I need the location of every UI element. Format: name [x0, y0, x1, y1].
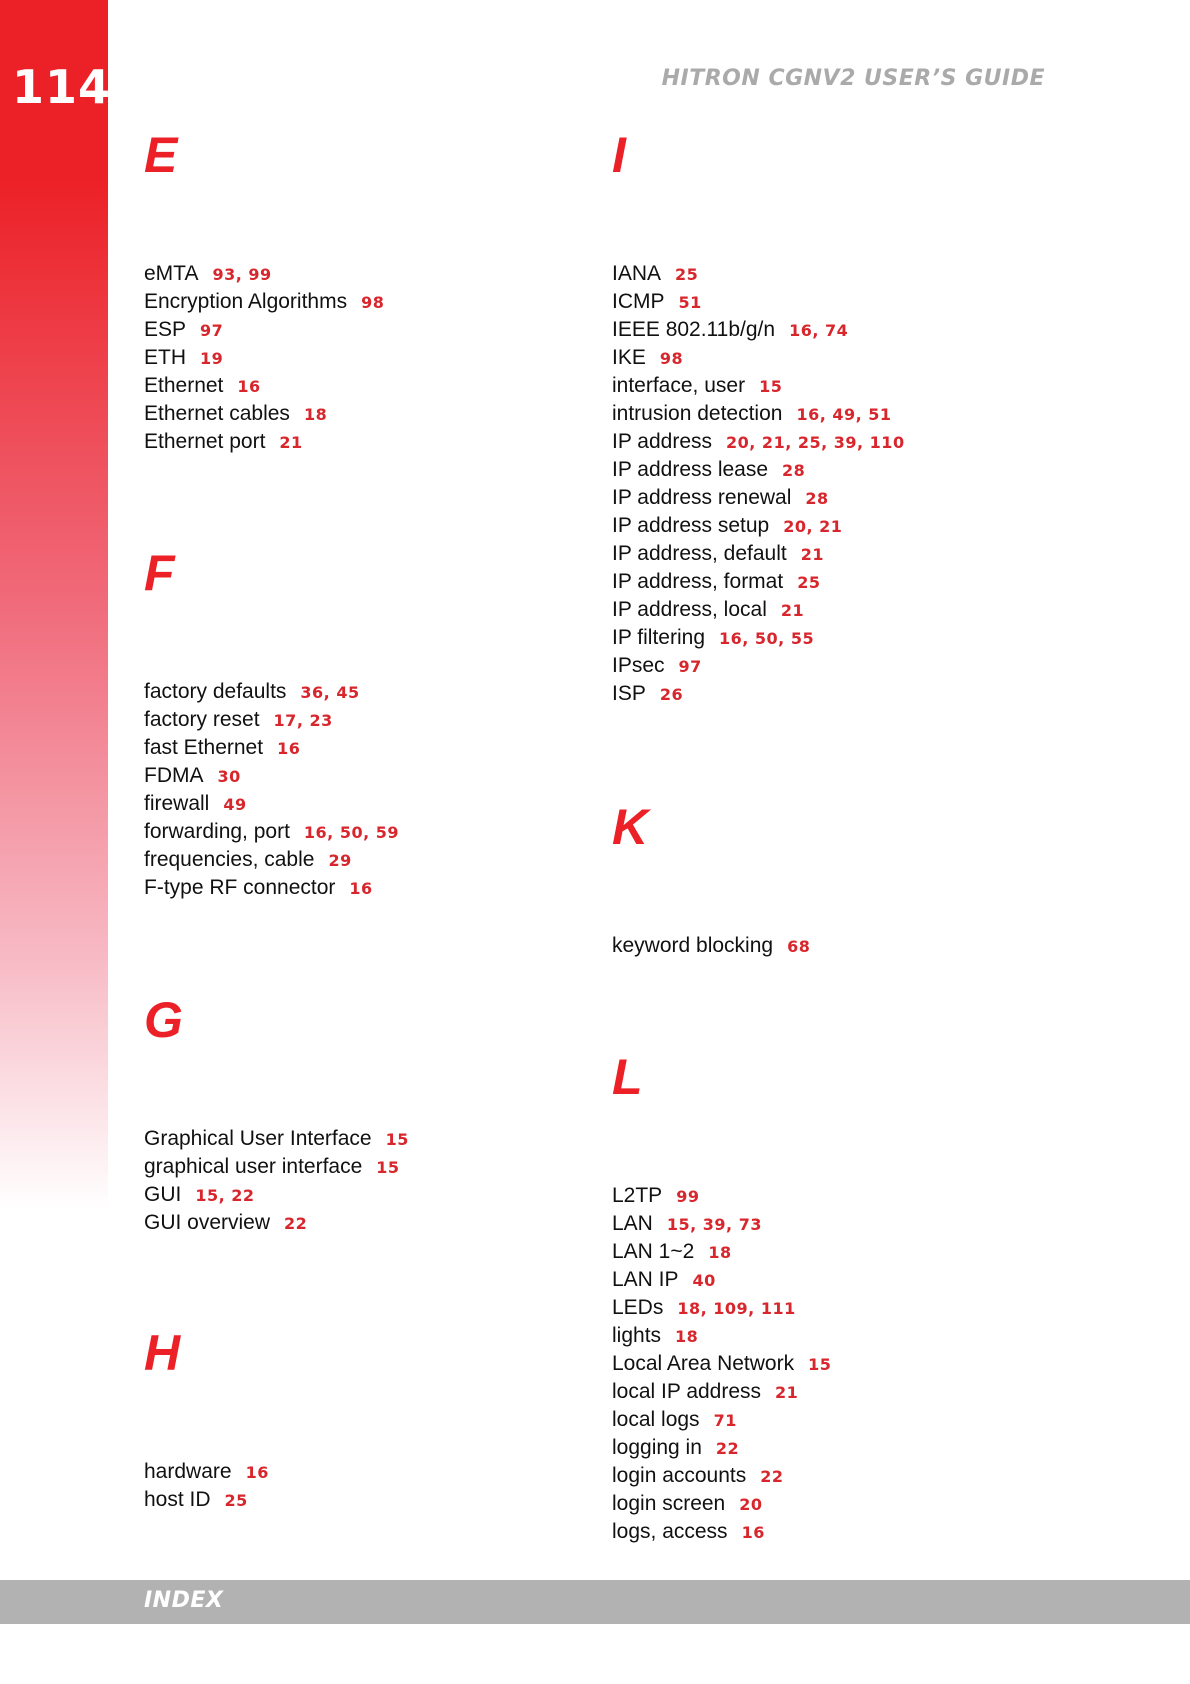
footer-bar	[0, 1580, 1190, 1624]
index-section-h	[144, 1325, 574, 1514]
index-entry	[144, 1458, 574, 1486]
index-term: IP address setup	[612, 514, 770, 537]
page-references[interactable]: 15	[759, 377, 783, 396]
index-entry	[612, 1434, 1042, 1462]
section-letter: H	[144, 1325, 181, 1381]
side-color-bar	[0, 0, 112, 1210]
index-term: IP address lease	[612, 458, 769, 481]
index-term: login screen	[612, 1492, 726, 1515]
index-entry	[612, 456, 1042, 484]
page-references[interactable]: 21	[780, 601, 805, 620]
index-term: Encryption Algorithms	[144, 290, 348, 313]
page-references[interactable]: 98	[659, 349, 684, 368]
page-references[interactable]: 36, 45	[300, 683, 360, 702]
index-term: IP address, default	[612, 542, 787, 565]
index-term: lights	[612, 1324, 662, 1347]
guide-title: HITRON CGNV2 USER’S GUIDE	[661, 66, 1045, 91]
index-entry	[144, 1209, 574, 1237]
index-section-e	[144, 127, 574, 456]
entry-list	[144, 1458, 574, 1514]
page-references[interactable]: 16, 74	[789, 321, 849, 340]
entry-list	[612, 260, 1042, 708]
index-entry	[144, 316, 574, 344]
index-column-left	[144, 0, 574, 1560]
page-references[interactable]: 30	[217, 767, 241, 786]
page-references[interactable]: 15	[376, 1158, 400, 1177]
page-references[interactable]: 18	[303, 405, 328, 424]
index-term: Ethernet port	[144, 430, 266, 453]
index-entry	[144, 846, 574, 874]
page-references[interactable]: 16	[277, 739, 301, 758]
index-section-i	[612, 127, 1042, 708]
index-term: F-type RF connector	[144, 876, 336, 899]
index-term: Ethernet	[144, 374, 224, 397]
page-references[interactable]: 49	[223, 795, 247, 814]
index-entry	[144, 288, 574, 316]
page-references[interactable]: 16	[349, 879, 373, 898]
index-entry	[612, 512, 1042, 540]
index-term: keyword blocking	[612, 934, 774, 957]
index-entry	[612, 652, 1042, 680]
page-references[interactable]: 15, 22	[195, 1186, 255, 1205]
index-term: GUI	[144, 1183, 182, 1206]
index-term: host ID	[144, 1488, 211, 1511]
page-references[interactable]: 18	[708, 1243, 732, 1262]
page-number: 114	[12, 60, 112, 114]
index-entry	[144, 1125, 574, 1153]
page-references[interactable]: 25	[224, 1491, 248, 1510]
index-term: L2TP	[612, 1184, 663, 1207]
index-entry	[612, 1406, 1042, 1434]
index-entry	[144, 260, 574, 288]
index-term: IP address	[612, 430, 713, 453]
index-entry	[612, 1490, 1042, 1518]
page-references[interactable]: 97	[200, 321, 224, 340]
index-entry	[612, 1182, 1042, 1210]
index-term: IEEE 802.11b/g/n	[612, 318, 776, 341]
index-term: local logs	[612, 1408, 700, 1431]
index-column-right	[612, 0, 1042, 1560]
index-section-k	[612, 799, 1042, 960]
index-term: hardware	[144, 1460, 232, 1483]
entry-list	[612, 1182, 1042, 1546]
index-entry	[612, 932, 1042, 960]
index-term: LAN 1~2	[612, 1240, 695, 1263]
page-references[interactable]: 25	[675, 265, 699, 284]
index-term: LAN IP	[612, 1268, 679, 1291]
index-entry	[612, 540, 1042, 568]
index-term: frequencies, cable	[144, 848, 315, 871]
index-entry	[612, 1462, 1042, 1490]
index-term: login accounts	[612, 1464, 747, 1487]
page-references[interactable]: 16	[245, 1463, 269, 1482]
index-entry	[612, 1322, 1042, 1350]
index-section-g	[144, 992, 574, 1237]
section-letter: K	[612, 799, 649, 855]
index-term: local IP address	[612, 1380, 762, 1403]
index-entry	[612, 1238, 1042, 1266]
index-term: IP address renewal	[612, 486, 792, 509]
index-term: logging in	[612, 1436, 702, 1459]
index-term: GUI overview	[144, 1211, 271, 1234]
page-references[interactable]: 15	[808, 1355, 832, 1374]
section-letter: L	[612, 1049, 643, 1105]
entry-list	[144, 1125, 574, 1237]
index-term: factory defaults	[144, 680, 287, 703]
page-references[interactable]: 71	[713, 1411, 737, 1430]
index-term: factory reset	[144, 708, 260, 731]
index-term: firewall	[144, 792, 210, 815]
page-references[interactable]: 20, 21	[783, 517, 843, 536]
index-term: logs, access	[612, 1520, 728, 1543]
index-term: IKE	[612, 346, 646, 369]
page-references[interactable]: 16, 50, 59	[303, 823, 399, 842]
index-entry	[144, 818, 574, 846]
page-references[interactable]: 22	[760, 1467, 784, 1486]
page-references[interactable]: 16, 50, 55	[719, 629, 815, 648]
entry-list	[612, 932, 1042, 960]
page-references[interactable]: 51	[678, 293, 702, 312]
page-references[interactable]: 19	[200, 349, 224, 368]
index-term: forwarding, port	[144, 820, 290, 843]
section-letter: E	[144, 127, 178, 183]
index-entry	[144, 762, 574, 790]
page-references[interactable]: 15, 39, 73	[666, 1215, 762, 1234]
index-entry	[612, 1210, 1042, 1238]
index-entry	[144, 678, 574, 706]
page-references[interactable]: 93, 99	[212, 265, 272, 284]
page-references[interactable]: 98	[361, 293, 385, 312]
index-entry	[612, 400, 1042, 428]
index-entry	[144, 400, 574, 428]
page-references[interactable]: 17, 23	[273, 711, 333, 730]
page-references[interactable]: 26	[659, 685, 684, 704]
page-references[interactable]: 20, 21, 25, 39, 110	[726, 433, 905, 452]
footer-section-label: INDEX	[144, 1588, 224, 1613]
index-term: ICMP	[612, 290, 665, 313]
page-references[interactable]: 68	[787, 937, 811, 956]
section-letter: I	[612, 127, 626, 183]
index-entry	[144, 1153, 574, 1181]
index-entry	[612, 596, 1042, 624]
index-term: IP address, local	[612, 598, 767, 621]
index-entry	[612, 1350, 1042, 1378]
index-entry	[612, 428, 1042, 456]
index-section-l	[612, 1049, 1042, 1546]
index-term: Local Area Network	[612, 1352, 795, 1375]
index-term: Ethernet cables	[144, 402, 290, 425]
page-references[interactable]: 20	[739, 1495, 763, 1514]
index-entry	[612, 288, 1042, 316]
index-entry	[144, 790, 574, 818]
index-entry	[144, 874, 574, 902]
page-references[interactable]: 99	[676, 1187, 700, 1206]
entry-list	[144, 260, 574, 456]
index-entry	[612, 484, 1042, 512]
page-references[interactable]: 21	[800, 545, 824, 564]
index-entry	[144, 1181, 574, 1209]
index-entry	[612, 1294, 1042, 1322]
index-term: IP filtering	[612, 626, 705, 649]
index-term: fast Ethernet	[144, 736, 264, 759]
page-references[interactable]: 16	[237, 377, 261, 396]
index-term: IANA	[612, 262, 662, 285]
index-term: ESP	[144, 318, 187, 341]
index-entry	[612, 316, 1042, 344]
page-references[interactable]: 25	[797, 573, 821, 592]
page-references[interactable]: 97	[678, 657, 702, 676]
index-entry	[144, 706, 574, 734]
entry-list	[144, 678, 574, 902]
index-entry	[144, 734, 574, 762]
page-references[interactable]: 29	[328, 851, 352, 870]
index-entry	[612, 260, 1042, 288]
index-entry	[612, 680, 1042, 708]
index-entry	[144, 372, 574, 400]
index-entry	[612, 372, 1042, 400]
page-references[interactable]: 28	[782, 461, 806, 480]
page-references[interactable]: 28	[805, 489, 829, 508]
page-references[interactable]: 21	[279, 433, 303, 452]
index-term: Graphical User Interface	[144, 1127, 372, 1150]
page-references[interactable]: 21	[775, 1383, 799, 1402]
index-term: ETH	[144, 346, 186, 369]
index-entry	[612, 1266, 1042, 1294]
index-entry	[144, 1486, 574, 1514]
index-entry	[144, 428, 574, 456]
page-references[interactable]: 22	[284, 1214, 308, 1233]
index-entry	[144, 344, 574, 372]
index-term: FDMA	[144, 764, 204, 787]
index-term: interface, user	[612, 374, 746, 397]
page-references[interactable]: 16, 49, 51	[796, 405, 892, 424]
index-entry	[612, 1518, 1042, 1546]
section-letter: G	[144, 992, 183, 1048]
index-term: IP address, format	[612, 570, 784, 593]
index-section-f	[144, 545, 574, 902]
page-references[interactable]: 22	[715, 1439, 740, 1458]
page-references[interactable]: 18, 109, 111	[677, 1299, 796, 1318]
index-entry	[612, 568, 1042, 596]
index-entry	[612, 1378, 1042, 1406]
page-references[interactable]: 40	[692, 1271, 716, 1290]
index-term: intrusion detection	[612, 402, 783, 425]
index-term: LEDs	[612, 1296, 664, 1319]
page-references[interactable]: 15	[385, 1130, 409, 1149]
section-letter: F	[144, 545, 175, 601]
index-term: eMTA	[144, 262, 199, 285]
index-term: graphical user interface	[144, 1155, 363, 1178]
index-entry	[612, 344, 1042, 372]
index-term: LAN	[612, 1212, 653, 1235]
page-references[interactable]: 18	[675, 1327, 699, 1346]
index-term: IPsec	[612, 654, 665, 677]
index-entry	[612, 624, 1042, 652]
page-references[interactable]: 16	[741, 1523, 765, 1542]
index-term: ISP	[612, 682, 646, 705]
